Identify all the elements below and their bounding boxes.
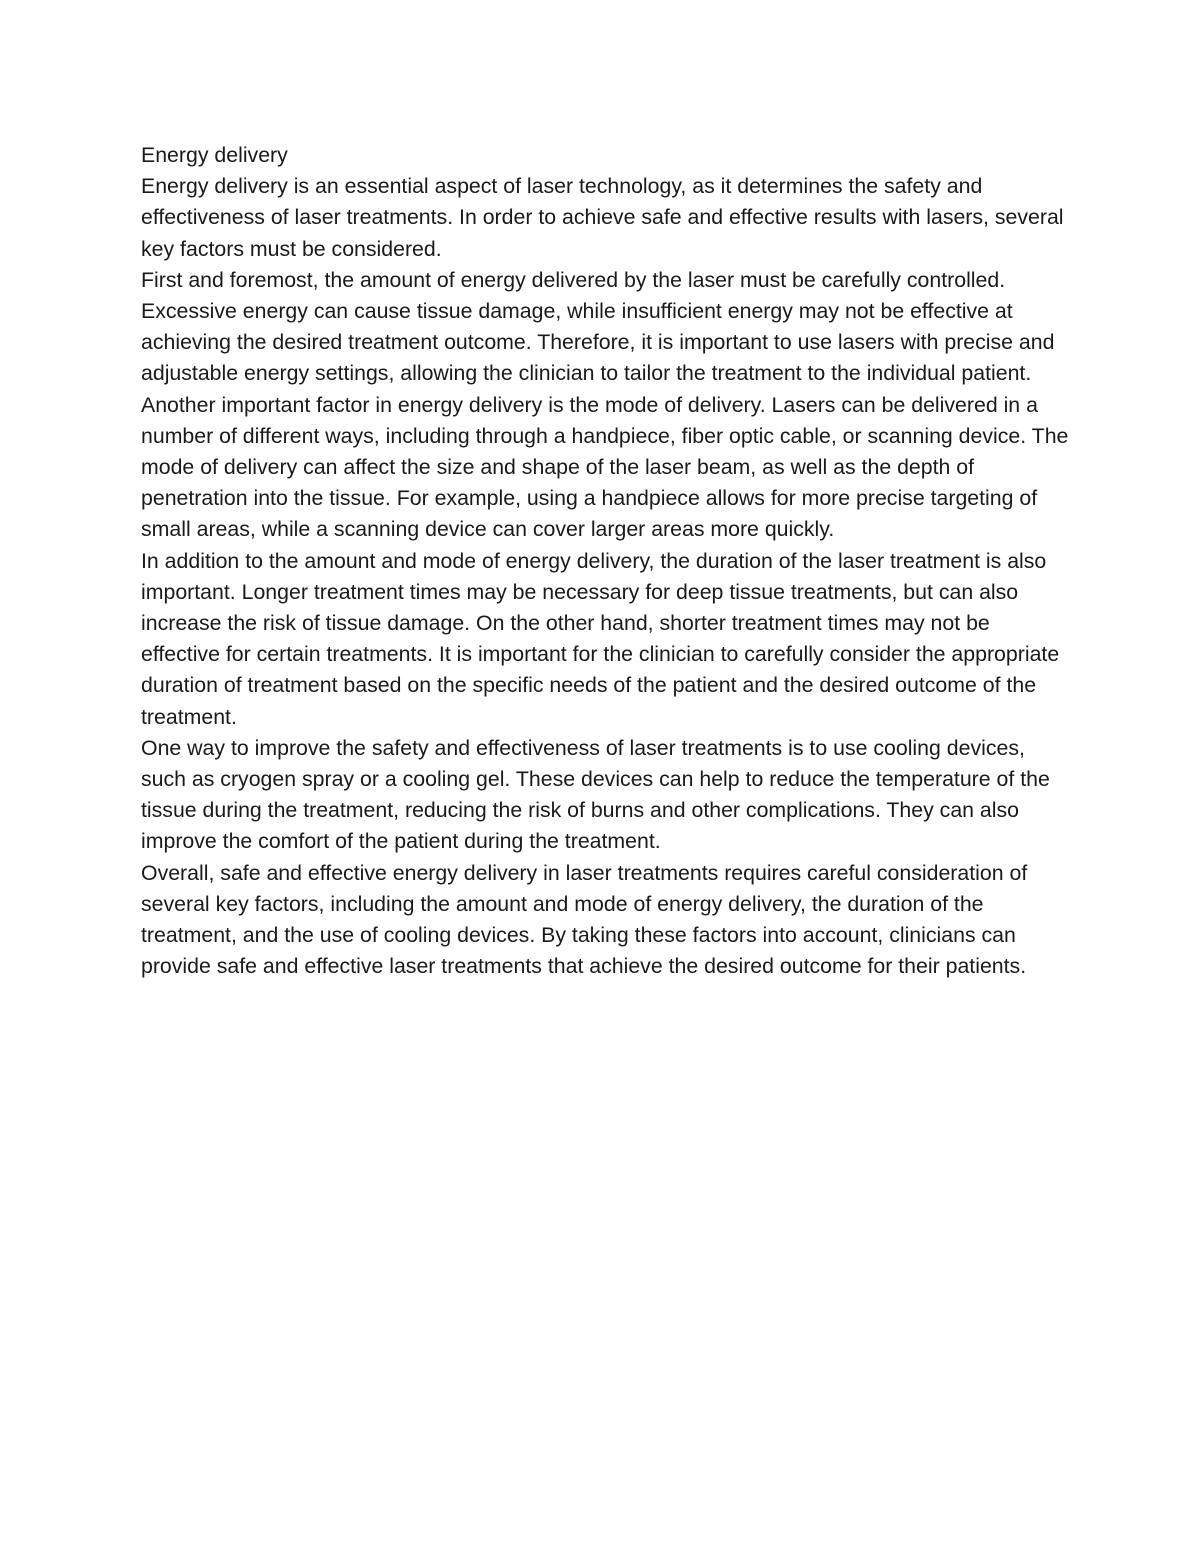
paragraph-delivery-mode: Another important factor in energy delivery is the mode of delivery. Lasers can be delivered in a number of different ways, including through a handpiece, fiber optic cable, or scanning device. The mode of delivery can affect the size and shape of the laser beam, as well as the depth of penetration into the tissue. For example, using a handpiece allows for more precise targeting of small areas, while a scanning device can cover larger areas more quickly.	[141, 392, 1069, 542]
paragraph-cooling-devices: One way to improve the safety and effectiveness of laser treatments is to use cooling devices, such as cryogen spray or a cooling gel. These devices can help to reduce the temperature of the tissue during the treatment, reducing the risk of burns and other complications. They can also improve the comfort of the patient during the treatment.	[141, 735, 1050, 854]
document-body	[141, 140, 1071, 982]
paragraph-energy-amount: First and foremost, the amount of energy delivered by the laser must be carefully controlled. Excessive energy can cause tissue damage, while insufficient energy may not be effective at achieving the desired treatment outcome. Therefore, it is important to use lasers with precise and adjustable energy settings, allowing the clinician to tailor the treatment to the individual patient.	[141, 267, 1055, 386]
paragraph-introduction: Energy delivery is an essential aspect of laser technology, as it determines the safety and effectiveness of laser treatments. In order to achieve safe and effective results with lasers, several key factors must be considered.	[141, 174, 1064, 261]
paragraph-treatment-duration: In addition to the amount and mode of energy delivery, the duration of the laser treatment is also important. Longer treatment times may be necessary for deep tissue treatments, but can also increase the risk of tissue damage. On the other hand, shorter treatment times may not be effective for certain treatments. It is important for the clinician to carefully consider the appropriate duration of treatment based on the specific needs of the patient and the desired outcome of the treatment.	[141, 548, 1060, 729]
document-title: Energy delivery	[141, 143, 288, 167]
paragraph-conclusion: Overall, safe and effective energy delivery in laser treatments requires careful consideration of several key factors, including the amount and mode of energy delivery, the duration of the treatment, and the use of cooling devices. By taking these factors into account, clinicians can provide safe and effective laser treatments that achieve the desired outcome for their patients.	[141, 860, 1028, 979]
